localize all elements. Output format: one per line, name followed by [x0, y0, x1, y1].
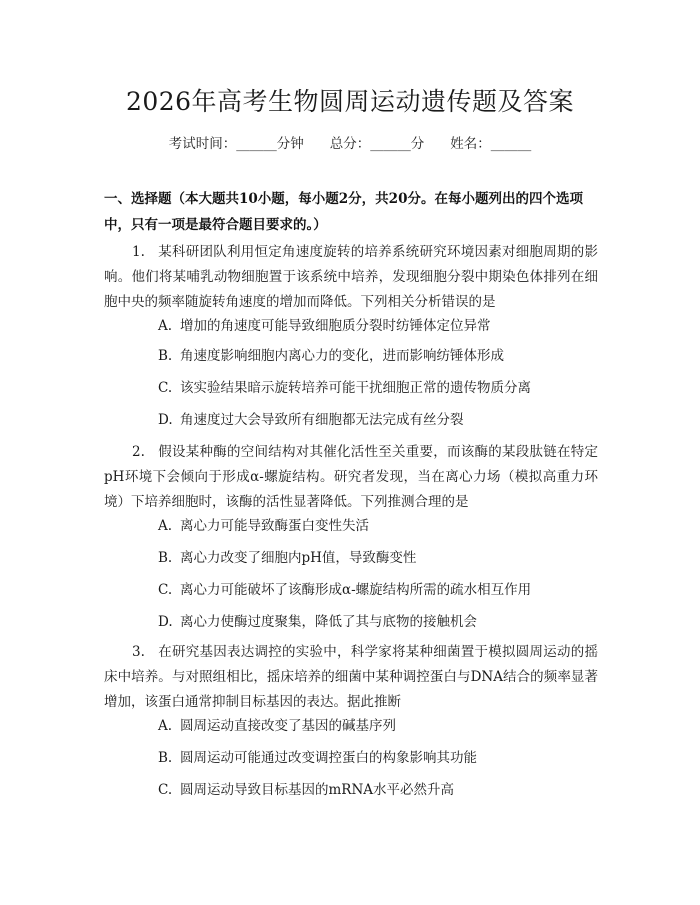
name-field: 姓名：______	[450, 136, 532, 152]
section-heading: 一、选择题（本大题共10小题，每小题2分，共20分。在每小题列出的四个选项中，只有一项是最符合题目要求的。）	[104, 191, 583, 233]
option-letter: C.	[158, 380, 173, 396]
option-letter: C.	[158, 582, 173, 598]
option-letter: D.	[158, 412, 173, 428]
option-letter: A.	[158, 518, 173, 534]
question-3	[104, 640, 598, 715]
question-3-option-c	[158, 780, 598, 800]
question-2-option-d	[158, 612, 598, 632]
question-1-option-c	[158, 378, 598, 398]
question-1-option-b	[158, 346, 598, 366]
question-stem: 某科研团队利用恒定角速度旋转的培养系统研究环境因素对细胞周期的影响。他们将某哺乳动物细胞置于该系统中培养，发现细胞分裂中期染色体排列在细胞中央的频率随旋转角速度的增加而降低。下列相关分析错误的是	[104, 244, 598, 310]
option-text: 角速度过大会导致所有细胞都无法完成有丝分裂	[180, 412, 464, 428]
exam-meta	[0, 132, 700, 152]
option-text: 增加的角速度可能导致细胞质分裂时纺锤体定位异常	[180, 318, 491, 334]
question-number: 2.	[132, 444, 145, 460]
score-field: 总分：______分	[329, 136, 425, 152]
option-letter: C.	[158, 782, 173, 798]
question-3-option-a	[158, 716, 598, 736]
option-letter: D.	[158, 614, 173, 630]
question-number: 3.	[132, 644, 145, 660]
time-field: 考试时间：______分钟	[168, 136, 304, 152]
option-letter: B.	[158, 550, 173, 566]
question-2-option-a	[158, 516, 598, 536]
option-text: 离心力可能破坏了该酶形成α-螺旋结构所需的疏水相互作用	[180, 582, 532, 598]
option-text: 离心力改变了细胞内pH值，导致酶变性	[180, 550, 417, 566]
option-text: 圆周运动直接改变了基因的碱基序列	[180, 718, 396, 734]
option-text: 离心力使酶过度聚集，降低了其与底物的接触机会	[180, 614, 477, 630]
page-title: 2026年高考生物圆周运动遗传题及答案	[125, 87, 575, 116]
question-stem: 在研究基因表达调控的实验中，科学家将某种细菌置于模拟圆周运动的摇床中培养。与对照组相比，摇床培养的细菌中某种调控蛋白与DNA结合的频率显著增加，该蛋白通常抑制目标基因的表达。据此推断	[104, 644, 598, 710]
option-letter: A.	[158, 718, 173, 734]
option-text: 圆周运动可能通过改变调控蛋白的构象影响其功能	[180, 750, 477, 766]
question-2-option-c	[158, 580, 598, 600]
question-3-option-b	[158, 748, 598, 768]
question-stem: 假设某种酶的空间结构对其催化活性至关重要，而该酶的某段肽链在特定pH环境下会倾向于形成α-螺旋结构。研究者发现，当在离心力场（模拟高重力环境）下培养细胞时，该酶的活性显著降低。下列推测合理的是	[104, 444, 598, 510]
question-number: 1.	[132, 244, 145, 260]
option-letter: B.	[158, 750, 173, 766]
option-letter: A.	[158, 318, 173, 334]
question-1	[104, 240, 598, 315]
option-text: 角速度影响细胞内离心力的变化，进而影响纺锤体形成	[180, 348, 504, 364]
question-1-option-a	[158, 316, 598, 336]
question-2-option-b	[158, 548, 598, 568]
question-1-option-d	[158, 410, 598, 430]
option-text: 圆周运动导致目标基因的mRNA水平必然升高	[180, 782, 455, 798]
option-letter: B.	[158, 348, 173, 364]
question-2	[104, 440, 598, 515]
option-text: 该实验结果暗示旋转培养可能干扰细胞正常的遗传物质分离	[180, 380, 531, 396]
option-text: 离心力可能导致酶蛋白变性失活	[180, 518, 369, 534]
